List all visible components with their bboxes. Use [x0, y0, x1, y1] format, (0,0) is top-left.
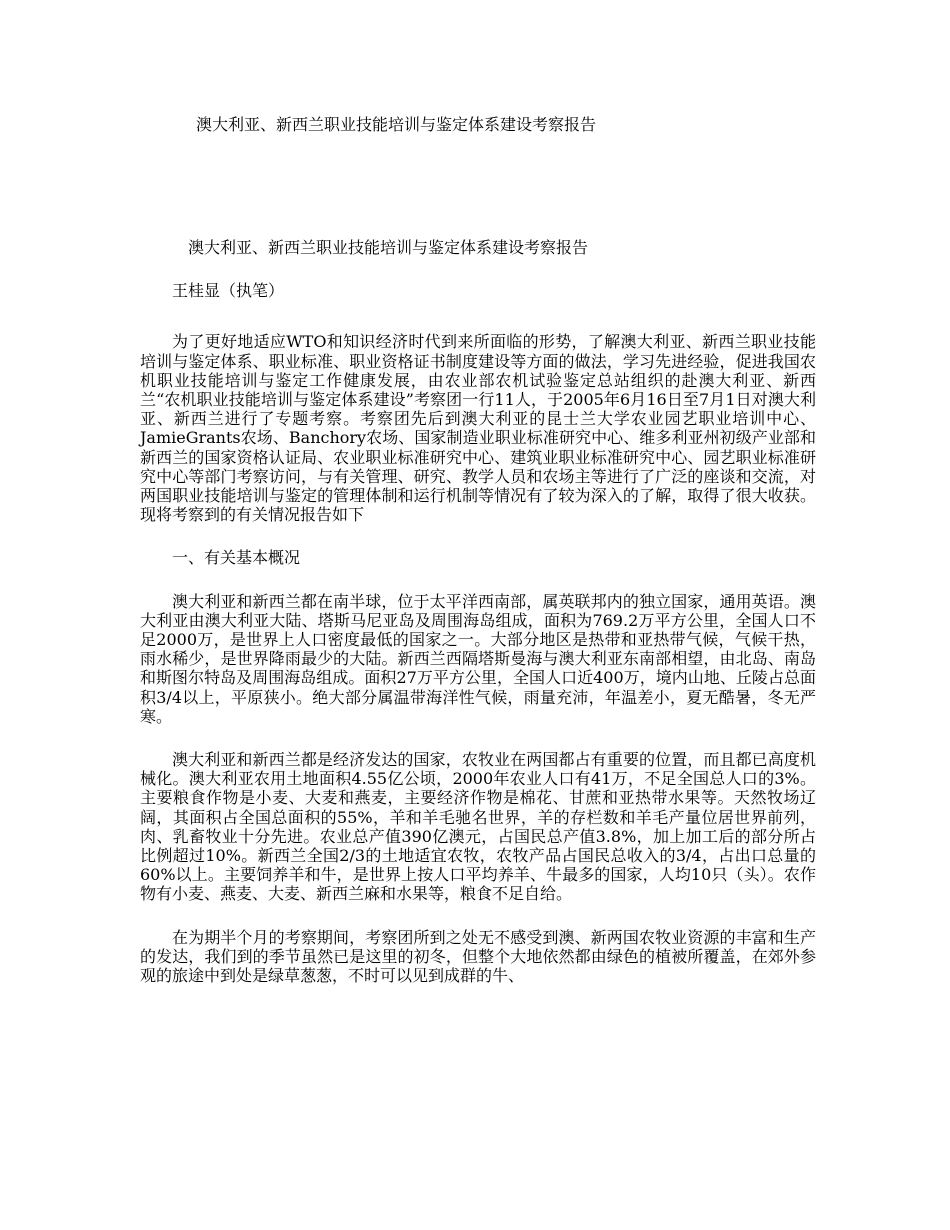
section-paragraph-3: 在为期半个月的考察期间，考察团所到之处无不感受到澳、新两国农牧业资源的丰富和生产的发达，我们到的季节虽然已是这里的初冬，但整个大地依然都由绿色的植被所覆盖，在郊外参观的旅途中到处是绿草葱葱，不时可以见到成群的牛、 [140, 927, 816, 986]
document-body [140, 238, 816, 1009]
section-heading: 一、有关基本概况 [172, 548, 301, 568]
section-paragraph-2: 澳大利亚和新西兰都是经济发达的国家，农牧业在两国都占有重要的位置，而且都已高度机械化。澳大利亚农用土地面积4.55亿公顷，2000年农业人口有41万，不足全国总人口的3%。主要粮食作物是小麦、大麦和燕麦，主要经济作物是棉花、甘蔗和亚热带水果等。天然牧场辽阔，其面积占全国总面积的55%，羊和羊毛驰名世界，羊的存栏数和羊毛产量位居世界前列，肉、乳畜牧业十分先进。农业总产值390亿澳元，占国民总产值3.8%，加上加工后的部分所占比例超过10%。新西兰全国2/3的土地适宜农牧，农牧产品占国民总收入的3/4，占出口总量的60%以上。主要饲养羊和牛，是世界上按人口平均养羊、牛最多的国家，人均10只（头）。农作物有小麦、燕麦、大麦、新西兰麻和水果等，粮食不足自给。 [140, 750, 816, 904]
intro-paragraph: 为了更好地适应WTO和知识经济时代到来所面临的形势，了解澳大利亚、新西兰职业技能培训与鉴定体系、职业标准、职业资格证书制度建设等方面的做法，学习先进经验，促进我国农机职业技能培训与鉴定工作健康发展，由农业部农机试验鉴定总站组织的赴澳大利亚、新西兰“农机职业技能培训与鉴定体系建设”考察团一行11人，于2005年6月16日至7月1日对澳大利亚、新西兰进行了专题考察。考察团先后到澳大利亚的昆士兰大学农业园艺职业培训中心、JamieGrants农场、Banchory农场、国家制造业职业标准研究中心、维多利亚州初级产业部和新西兰的国家资格认证局、农业职业标准研究中心、建筑业职业标准研究中心、园艺职业标准研究中心等部门考察访问，与有关管理、研究、教学人员和农场主等进行了广泛的座谈和交流，对两国职业技能培训与鉴定的管理体制和运行机制等情况有了较为深入的了解，取得了很大收获。现将考察到的有关情况报告如下 [140, 332, 816, 525]
section-paragraph-1: 澳大利亚和新西兰都在南半球，位于太平洋西南部，属英联邦内的独立国家，通用英语。澳大利亚由澳大利亚大陆、塔斯马尼亚岛及周围海岛组成，面积为769.2万平方公里，全国人口不足2000万，是世界上人口密度最低的国家之一。大部分地区是热带和亚热带气候，气候干热，雨水稀少，是世界降雨最少的大陆。新西兰西隔塔斯曼海与澳大利亚东南部相望，由北岛、南岛和斯图尔特岛及周围海岛组成。面积27万平方公里，全国人口近400万，境内山地、丘陵占总面积3/4以上，平原狭小。绝大部分属温带海洋性气候，雨量充沛，年温差小，夏无酷暑，冬无严寒。 [140, 591, 816, 726]
document-subtitle: 澳大利亚、新西兰职业技能培训与鉴定体系建设考察报告 [188, 238, 589, 257]
author-line: 王桂显（执笔） [172, 281, 285, 301]
document-title: 澳大利亚、新西兰职业技能培训与鉴定体系建设考察报告 [196, 115, 597, 134]
